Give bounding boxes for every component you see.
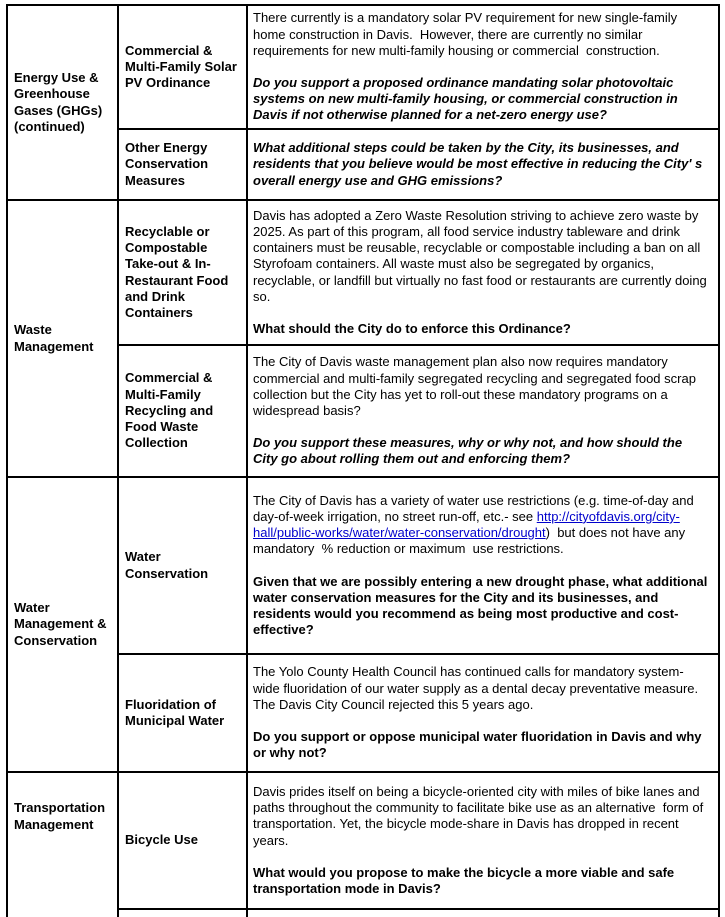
table-row (7, 772, 719, 909)
body-text-before-link: The City of Davis has a variety of water use restrictions (e.g. time-of-day and day-of-week irrigation, no street run-off, etc.- see (253, 492, 698, 524)
topic-cell-bicycle-use: Bicycle Use (118, 772, 247, 909)
body-text: There currently is a mandatory solar PV requirement for new single-family home construction in Davis. However, there are currently no similar requirements for new multi-family housing or commercial construction. (253, 10, 681, 58)
category-cell-water: Water Management & Conservation (7, 477, 118, 772)
topic-cell-next-partial (118, 909, 247, 917)
topic-cell-fluoridation: Fluoridation of Municipal Water (118, 654, 247, 772)
content-cell-water-conservation (247, 477, 719, 654)
topic-cell-containers: Recyclable or Compostable Take-out & In-Restaurant Food and Drink Containers (118, 200, 247, 345)
content-cell-solar-pv-ordinance (247, 5, 719, 129)
question-text: What should the City do to enforce this Ordinance? (253, 321, 571, 336)
category-cell-waste: Waste Management (7, 200, 118, 477)
table-row (7, 200, 719, 345)
content-cell-next-partial (247, 909, 719, 917)
table-row (7, 477, 719, 654)
questionnaire-table (6, 4, 720, 917)
category-cell-transportation: Transportation Management (7, 772, 118, 917)
body-text: Davis has adopted a Zero Waste Resolution striving to achieve zero waste by 2025. As part of this program, all food service industry tableware and drink containers must be reusable, recyclable or compostable including a ban on all Styrofoam containers. All waste must also be segregated by organics, recyclable, or landfill but virtually no fast food or restaurants are currently doing so. (253, 207, 711, 304)
question-text: Do you support or oppose municipal water fluoridation in Davis and why or why not? (253, 729, 706, 761)
question-text: Do you support a proposed ordinance mandating solar photovoltaic systems on new multi-family housing, or commercial construction in Davis if not otherwise planned for a net-zero energy use? (253, 75, 682, 123)
topic-cell-other-energy-measures: Other Energy Conservation Measures (118, 129, 247, 200)
body-text: The City of Davis waste management plan also now requires mandatory commercial and multi-family segregated recycling and segregated food scrap collection but the City has yet to roll-out these mandatory programs on a widespread basis? (253, 354, 700, 418)
body-text (253, 493, 710, 558)
topic-cell-recycling-food-waste: Commercial & Multi-Family Recycling and Food Waste Collection (118, 345, 247, 477)
question-text: What would you propose to make the bicycle a more viable and safe transportation mode in Davis? (253, 864, 678, 896)
question-text: Do you support these measures, why or why not, and how should the City go about rolling them out and enforcing them? (253, 435, 686, 467)
content-cell-bicycle-use (247, 772, 719, 909)
question-text: Given that we are possibly entering a new drought phase, what additional water conservation measures for the City and its businesses, and residents would you recommend as being most productive and cost-effective? (253, 573, 711, 638)
water-conservation-link[interactable]: http://cityofdavis.org/city-hall/public-works/water/water-conservation/drought (253, 508, 680, 541)
content-cell-fluoridation (247, 654, 719, 772)
question-text: What additional steps could be taken by the City, its businesses, and residents that you believe would be most effective in reducing the City' s overall energy use and GHG emissions? (253, 140, 706, 188)
body-text: Davis prides itself on being a bicycle-oriented city with miles of bike lanes and paths throughout the community to facilitate bike use as an alternative form of transportation. Yet, the bicycle mode-share in Davis has dropped in recent years. (253, 783, 707, 848)
body-text-after-link: ) but does not have any mandatory % reduction or maximum use restrictions. (253, 525, 689, 557)
content-cell-recycling-food-waste (247, 345, 719, 477)
topic-cell-solar-pv-ordinance: Commercial & Multi-Family Solar PV Ordinance (118, 5, 247, 129)
body-text: The Yolo County Health Council has continued calls for mandatory system-wide fluoridation of our water supply as a dental decay preventative measure. The Davis City Council rejected this 5 years ago. (253, 664, 702, 712)
table-row (7, 5, 719, 129)
category-cell-energy: Energy Use & Greenhouse Gases (GHGs) (continued) (7, 5, 118, 200)
content-cell-other-energy-measures (247, 129, 719, 200)
topic-cell-water-conservation: Water Conservation (118, 477, 247, 654)
content-cell-containers (247, 200, 719, 345)
